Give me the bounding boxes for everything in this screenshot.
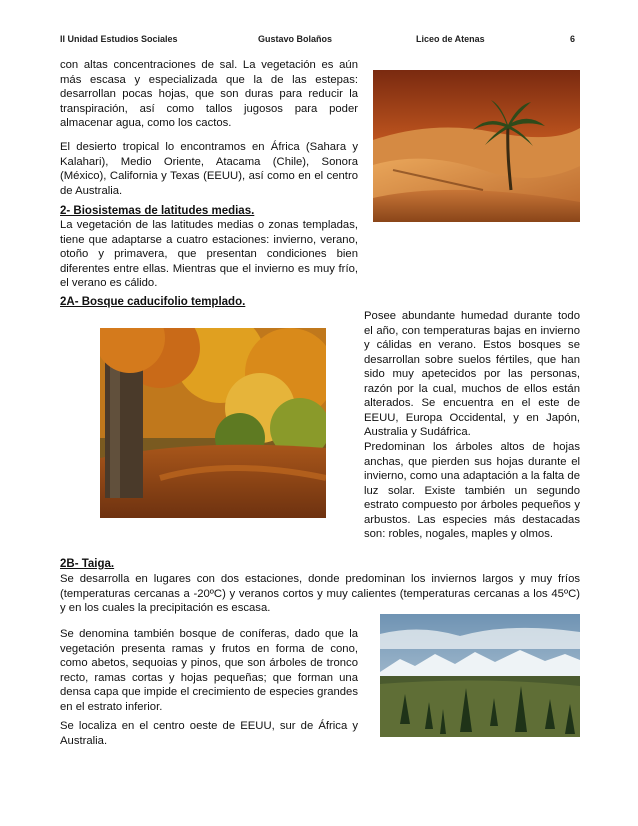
heading-taiga: 2B- Taiga. bbox=[60, 558, 115, 570]
paragraph-desert-vegetation: con altas concentraciones de sal. La vegetación es aún más escasa y especializada que la de las estepas: desarrollan pocas hojas, que son duras para reducir la transpiración, así como tallos jugosos para poder almacenar agua, como los cactos. bbox=[60, 59, 358, 129]
autumn-forest-image bbox=[100, 328, 326, 518]
paragraph-latitudes-medias: La vegetación de las latitudes medias o zonas templadas, tiene que adaptarse a cuatro estaciones: invierno, verano, otoño y primavera, que presentan condiciones bien diferentes entre ellas. Mientras que el invierno es muy frío, el verano es cálido. bbox=[60, 219, 358, 289]
paragraph-desert-locations: El desierto tropical lo encontramos en África (Sahara y Kalahari), Medio Oriente, Atacama (Chile), Sonora (México), California y Texas (EEUU), así como en el centro de Australia. bbox=[60, 141, 358, 197]
paragraph-taiga-coniferas: Se denomina también bosque de coníferas, dado que la vegetación presenta ramas y frutos en forma de cono, como abetos, sequoias y pinos, que son árboles de tronco recto, ramas cortas y hojas pequeñas; que forman una densa capa que impide el crecimiento de especies grandes en el estrato inferior. bbox=[60, 628, 358, 713]
paragraph-taiga-ubicacion: Se localiza en el centro oeste de EEUU, sur de África y Australia. bbox=[60, 720, 358, 747]
desert-image bbox=[373, 70, 580, 222]
taiga-image bbox=[380, 614, 580, 737]
heading-latitudes-medias: 2- Biosistemas de latitudes medias. bbox=[60, 205, 255, 217]
paragraph-bosque-humedad: Posee abundante humedad durante todo el año, con temperaturas bajas en invierno y cálidas en verano. Estos bosques se desarrollan sobre suelos fértiles, que han sido muy apetecidos por las personas, razón por la cual, muchos de ellos están alterados. Se encuentra en el este de EEUU, Europa Occidental, y en Japón, Australia y Sudáfrica. bbox=[364, 310, 580, 438]
header-left: II Unidad Estudios Sociales bbox=[60, 34, 178, 44]
paragraph-taiga-clima: Se desarrolla en lugares con dos estaciones, donde predominan los inviernos largos y muy fríos (temperaturas cercanas a -20ºC) y veranos cortos y muy calientes (temperaturas cercanas a los 45ºC) y en los cuales la precipitación es escasa. bbox=[60, 573, 580, 614]
paragraph-bosque-arboles: Predominan los árboles altos de hojas anchas, que pierden sus hojas durante el invierno, como una adaptación a la falta de luz solar. Existe también un segundo estrato compuesto por árboles pequeños y arbustos. Las especies más destacadas son: robles, nogales, maples y olmos. bbox=[364, 441, 580, 540]
heading-bosque-caducifolio: 2A- Bosque caducifolio templado. bbox=[60, 296, 246, 308]
page-number: 6 bbox=[570, 34, 576, 44]
header-author: Gustavo Bolaños bbox=[258, 34, 333, 44]
header-school: Liceo de Atenas bbox=[416, 34, 485, 44]
